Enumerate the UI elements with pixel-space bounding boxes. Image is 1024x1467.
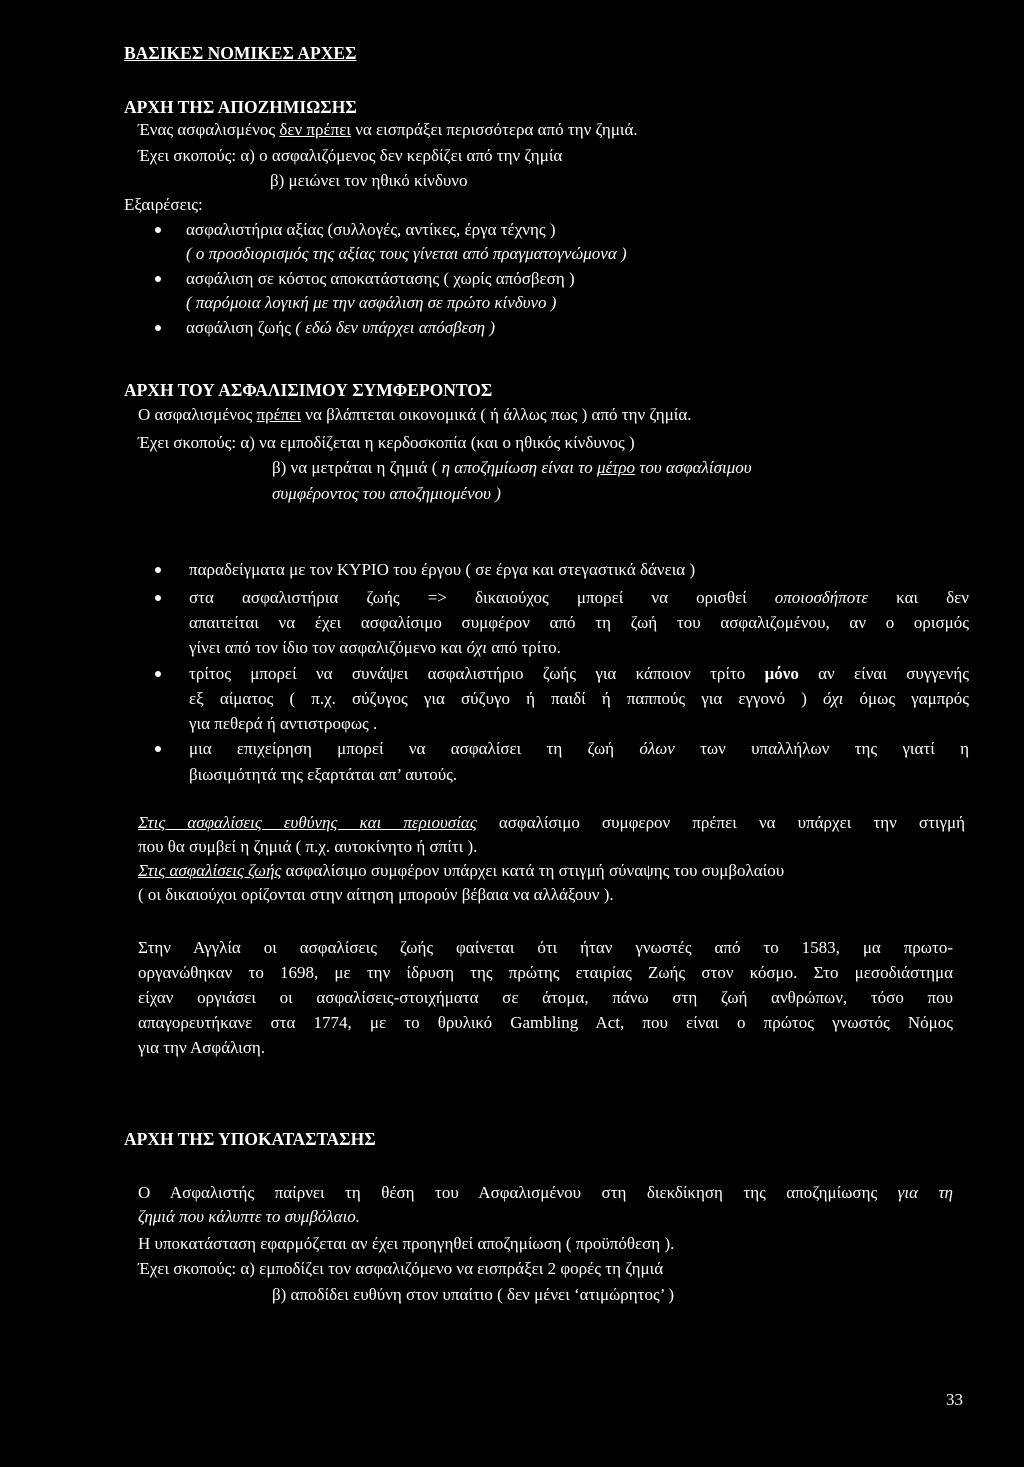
list-item-note: ( ο προσδιορισμός της αξίας τους γίνεται από πραγματογνώμονα ) [186,244,627,263]
text-line: β) μειώνει τον ηθικό κίνδυνο [270,171,468,190]
list-item: μια επιχείρηση μπορεί να ασφαλίσει τη ζωή όλων των υπαλλήλων της γιατί η [189,739,969,758]
text-line: Ο Ασφαλιστής παίρνει τη θέση του Ασφαλισμένου στη διεκδίκηση της αποζημίωσης για τη [138,1183,953,1202]
list-item-cont: εξ αίματος ( π.χ. σύζυγος για σύζυγο ή παιδί ή παππούς για εγγονό ) όχι όμως γαμπρός [189,689,969,708]
list-item: ασφάλιση σε κόστος αποκατάστασης ( χωρίς απόσβεση ) [186,269,575,288]
text-line: Ένας ασφαλισμένος δεν πρέπει να εισπράξει περισσότερα από την ζημιά. [138,120,638,139]
bullet-icon [155,227,161,233]
text-line: συμφέροντος του αποζημιομένου ) [272,484,501,503]
text-line: β) να μετράται η ζημιά ( η αποζημίωση είναι το μέτρο του ασφαλίσιμου [272,458,752,477]
text-line: ζημιά που κάλυπτε το συμβόλαιο. [138,1207,361,1226]
bullet-icon [155,325,161,331]
list-item: ασφάλιση ζωής ( εδώ δεν υπάρχει απόσβεση ) [186,318,495,337]
text-line: Έχει σκοπούς: α) να εμποδίζεται η κερδοσκοπία (και ο ηθικός κίνδυνος ) [138,433,635,452]
list-item-cont: για πεθερά ή αντιστροφως . [189,714,378,733]
section-heading-subrogation: ΑΡΧΗ ΤΗΣ ΥΠΟΚΑΤΑΣΤΑΣΗΣ [124,1129,376,1149]
list-item-cont: γίνει από τον ίδιο τον ασφαλιζόμενο και όχι από τρίτο. [189,638,561,657]
list-item-cont: απαιτείται να έχει ασφαλίσιμο συμφέρον από τη ζωή του ασφαλιζομένου, αν ο ορισμός [189,613,969,632]
list-item: τρίτος μπορεί να συνάψει ασφαλιστήριο ζωής για κάποιον τρίτο μόνο αν είναι συγγενής [189,664,969,683]
page-number: 33 [946,1390,963,1409]
list-item-cont: βιωσιμότητά της εξαρτάται απ’ αυτούς. [189,765,458,784]
list-item-note: ( παρόμοια λογική με την ασφάλιση σε πρώτο κίνδυνο ) [186,293,557,312]
list-item: παραδείγματα με τον ΚΥΡΙΟ του έργου ( σε έργα και στεγαστικά δάνεια ) [189,560,696,579]
paragraph-line: απαγορευτήκανε στα 1774, με το θρυλικό Gambling Act, που είναι ο πρώτος γνωστός Νόμος [138,1013,953,1032]
text-line: Έχει σκοπούς: α) εμποδίζει τον ασφαλιζόμενο να εισπράξει 2 φορές τη ζημιά [138,1259,664,1278]
section-heading-indemnity: ΑΡΧΗ ΤΗΣ ΑΠΟΖΗΜΙΩΣΗΣ [124,97,357,117]
paragraph-line: Στην Αγγλία οι ασφαλίσεις ζωής φαίνεται ότι ήταν γνωστές από το 1583, μα πρωτο- [138,938,953,957]
bullet-icon [155,567,161,573]
text-line: Ο ασφαλισμένος πρέπει να βλάπτεται οικονομικά ( ή άλλως πως ) από την ζημία. [138,405,692,424]
paragraph-line: είχαν οργιάσει οι ασφαλίσεις-στοιχήματα σε άτομα, πάνω στη ζωή ανθρώπων, τόσο που [138,988,953,1007]
paragraph-line: για την Ασφάλιση. [138,1038,266,1057]
bullet-icon [155,746,161,752]
paragraph-line: Στις ασφαλίσεις ευθύνης και περιουσίας ασφαλίσιμο συμφερον πρέπει να υπάρχει την στιγμή [138,813,965,832]
document-title: ΒΑΣΙΚΕΣ ΝΟΜΙΚΕΣ ΑΡΧΕΣ [124,43,357,63]
text-line: Η υποκατάσταση εφαρμόζεται αν έχει προηγηθεί αποζημίωση ( προϋπόθεση ). [138,1234,675,1253]
paragraph-line: οργανώθηκαν το 1698, με την ίδρυση της πρώτης εταιρίας Ζωής στον κόσμο. Στο μεσοδιάστημα [138,963,953,982]
bullet-icon [155,276,161,282]
text-line: β) αποδίδει ευθύνη στον υπαίτιο ( δεν μένει ‘ατιμώρητος’ ) [272,1285,675,1304]
exceptions-label: Εξαιρέσεις: [124,195,203,214]
bullet-icon [155,671,161,677]
text-line: Έχει σκοπούς: α) ο ασφαλιζόμενος δεν κερδίζει από την ζημία [138,146,563,165]
section-heading-insurable-interest: ΑΡΧΗ ΤΟΥ ΑΣΦΑΛΙΣΙΜΟΥ ΣΥΜΦΕΡΟΝΤΟΣ [124,380,493,400]
bullet-icon [155,595,161,601]
list-item: στα ασφαλιστήρια ζωής => δικαιούχος μπορεί να ορισθεί οποιοσδήποτε και δεν [189,588,969,607]
paragraph-line: ( οι δικαιούχοι ορίζονται στην αίτηση μπορούν βέβαια να αλλάξουν ). [138,885,614,904]
paragraph-line: Στις ασφαλίσεις ζωής ασφαλίσιμο συμφέρον υπάρχει κατά τη στιγμή σύναψης του συμβολαίου [138,861,785,880]
list-item: ασφαλιστήρια αξίας (συλλογές, αντίκες, έργα τέχνης ) [186,220,556,239]
paragraph-line: που θα συμβεί η ζημιά ( π.χ. αυτοκίνητο ή σπίτι ). [138,837,478,856]
